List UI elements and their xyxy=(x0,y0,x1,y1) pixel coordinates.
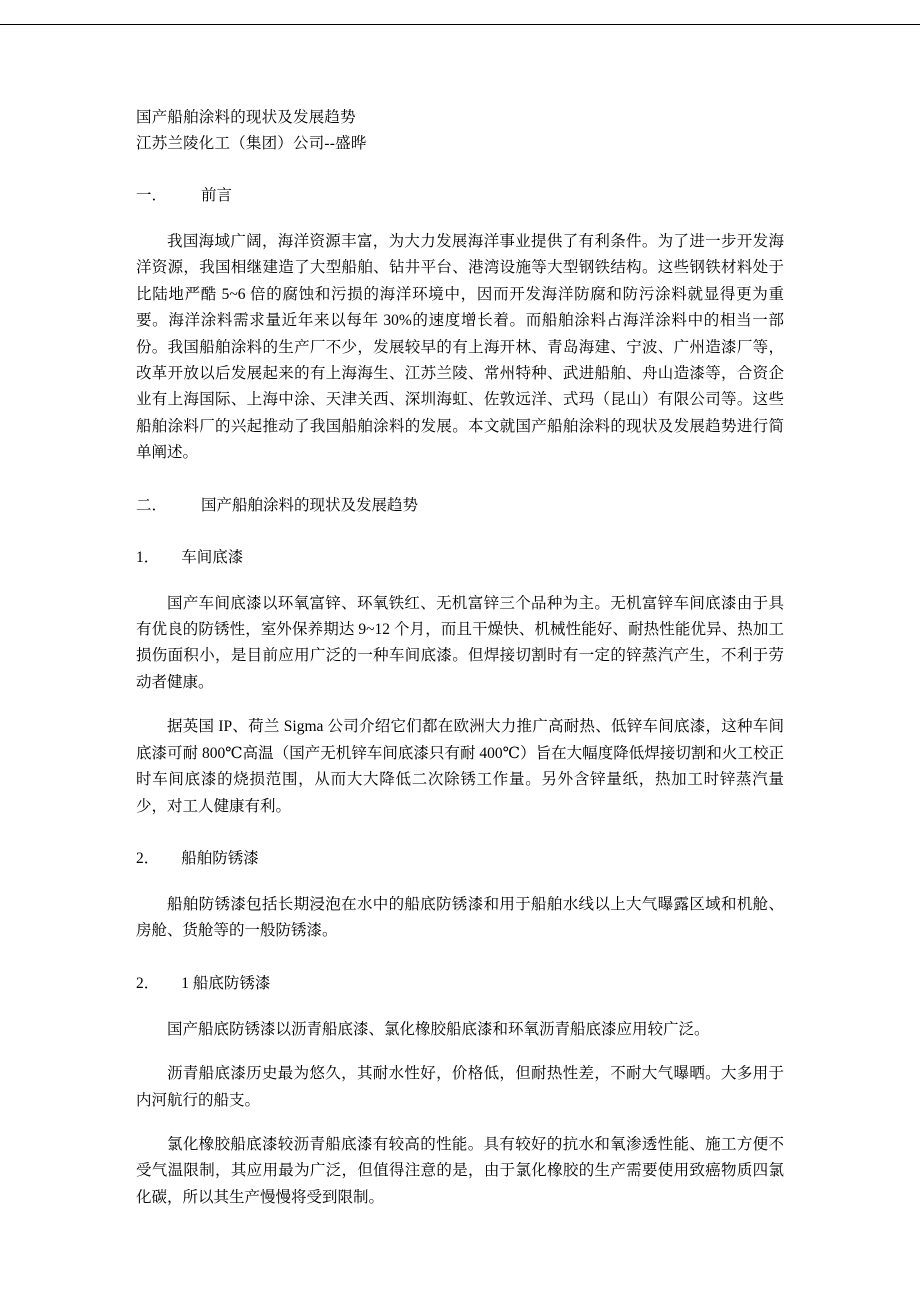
section-heading-3 xyxy=(136,545,784,571)
section-heading-1 xyxy=(136,183,784,209)
section-heading-2 xyxy=(136,493,784,519)
paragraph-5-2: 沥青船底漆历史最为悠久，其耐水性好，价格低，但耐热性差，不耐大气曝晒。大多用于内河航行的船支。 xyxy=(136,1065,784,1109)
paragraph-1-1: 我国海域广阔，海洋资源丰富，为大力发展海洋事业提供了有利条件。为了进一步开发海洋资源，我国相继建造了大型船舶、钻井平台、港湾设施等大型钢铁结构。这些钢铁材料处于比陆地严酷 5~6 倍的腐蚀和污损的海洋环境中，因而开发海洋防腐和防污涂料就显得更为重要。海洋涂料需求量近年来以每年 30%的速度增长着。而船舶涂料占海洋涂料中的相当一部份。我国船舶涂料的生产厂不少，发展较早的有上海开林、青岛海建、宁波、广州造漆厂等，改革开放以后发展起来的有上海海生、江苏兰陵、常州特种、武进船舶、舟山造漆等，合资企业有上海国际、上海中涂、天津关西、深圳海虹、佐敦远洋、式玛（昆山）有限公司等。这些船舶涂料厂的兴起推动了我国船舶涂料的发展。本文就国产船舶涂料的现状及发展趋势进行简单阐述。 xyxy=(136,233,784,462)
paragraph-3-2: 据英国 IP、荷兰 Sigma 公司介绍它们都在欧洲大力推广高耐热、低锌车间底漆，这种车间底漆可耐 800℃高温（国产无机锌车间底漆只有耐 400℃）旨在大幅度降低焊接切割和火工校正时车间底漆的烧损范围，从而大大降低二次除锈工作量。另外含锌量纸，热加工时锌蒸汽量少，对工人健康有利。 xyxy=(136,718,784,815)
document-body xyxy=(136,105,784,1211)
document-title: 国产船舶涂料的现状及发展趋势 xyxy=(136,109,356,126)
section-title-2: 国产船舶涂料的现状及发展趋势 xyxy=(201,496,419,514)
page-top-rule xyxy=(0,24,920,25)
section-title-4: 船舶防锈漆 xyxy=(181,849,259,867)
paragraph-4-1: 船舶防锈漆包括长期浸泡在水中的船底防锈漆和用于船舶水线以上大气曝露区域和机舱、房舱、货舱等的一般防锈漆。 xyxy=(136,895,784,940)
section-heading-5 xyxy=(136,971,784,997)
paragraph-5-3: 氯化橡胶船底漆较沥青船底漆有较高的性能。具有较好的抗水和氧渗透性能、施工方便不受气温限制，其应用最为广泛，但值得注意的是，由于氯化橡胶的生产需要使用致癌物质四氯化碳，所以其生产慢慢将受到限制。 xyxy=(136,1135,784,1206)
section-number-3: 1． xyxy=(136,548,160,566)
paragraph-5-1: 国产船底防锈漆以沥青船底漆、氯化橡胶船底漆和环氧沥青船底漆应用较广泛。 xyxy=(167,1020,710,1038)
section-title-5: 1 船底防锈漆 xyxy=(181,974,271,992)
section-number-5: 2． xyxy=(136,974,160,992)
document-title-block xyxy=(136,105,784,157)
section-number-4: 2． xyxy=(136,849,160,867)
section-title-3: 车间底漆 xyxy=(181,548,244,566)
paragraph-3-1: 国产车间底漆以环氧富锌、环氧铁红、无机富锌三个品种为主。无机富锌车间底漆由于具有优良的防锈性，室外保养期达 9~12 个月，而且干燥快、机械性能好、耐热性能优异、热加工损伤面积小，是目前应用广泛的一种车间底漆。但焊接切割时有一定的锌蒸汽产生，不利于劳动者健康。 xyxy=(136,594,784,691)
document-author: 江苏兰陵化工（集团）公司--盛晔 xyxy=(136,135,367,152)
section-title-1: 前言 xyxy=(201,187,233,204)
section-number-2: 二． xyxy=(136,496,168,514)
section-number-1: 一． xyxy=(136,187,168,204)
section-heading-4 xyxy=(136,846,784,872)
